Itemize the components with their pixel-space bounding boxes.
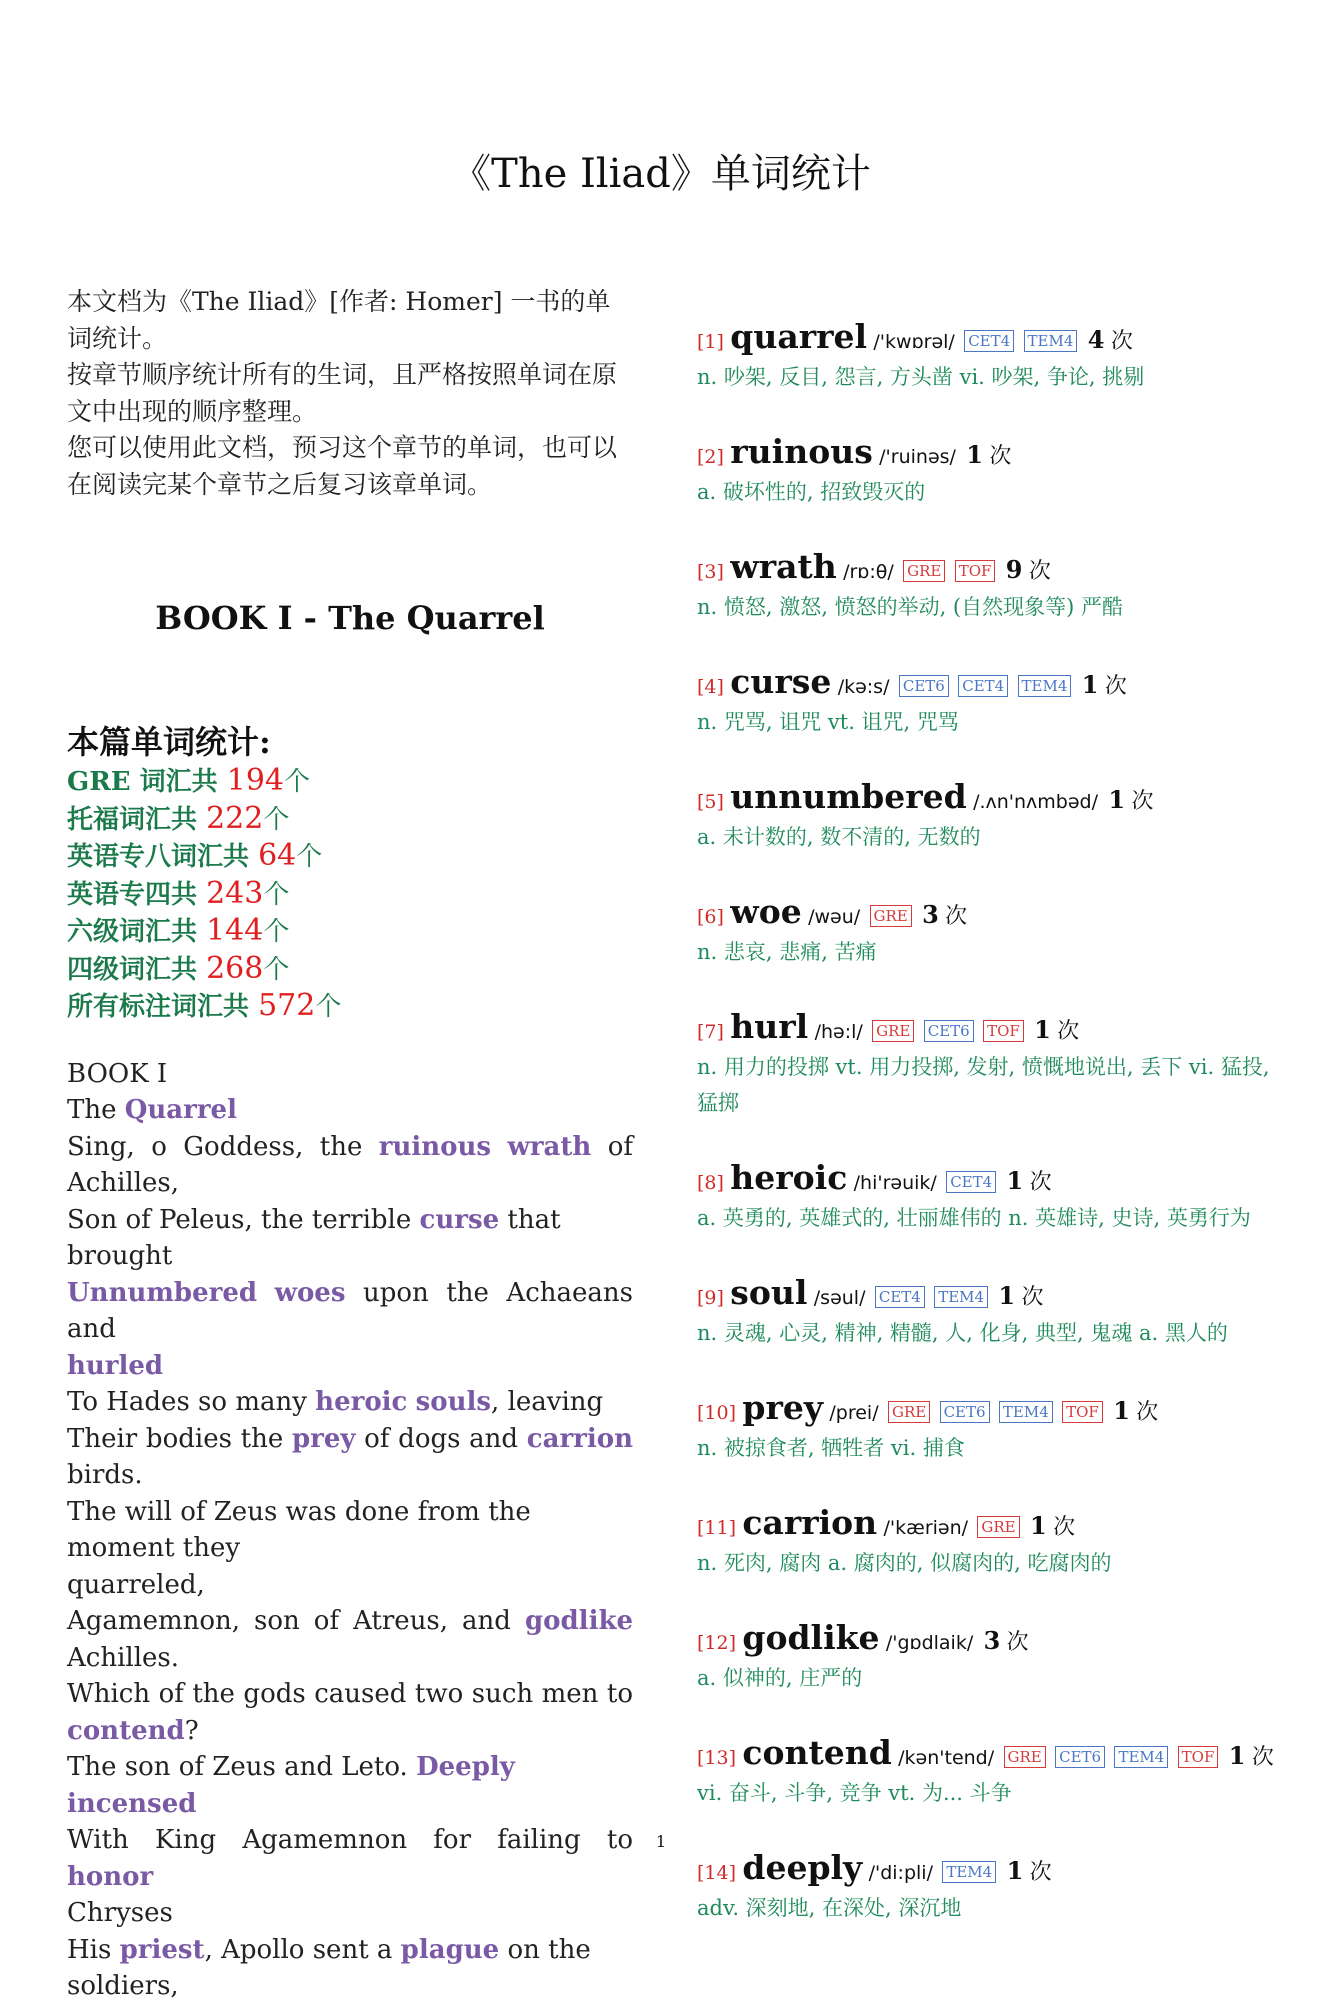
exam-tag: TEM4 (934, 1286, 988, 1308)
intro-paragraph: 本文档为《The Iliad》[作者: Homer] 一书的单词统计。 (67, 287, 611, 353)
text-segment: , Apollo sent a (204, 1934, 401, 1965)
text-line (67, 1567, 633, 1604)
text-line (67, 1494, 633, 1567)
text-segment: Chryses (67, 1898, 173, 1928)
exam-tag: CET4 (964, 330, 1014, 352)
vocab-entry (697, 1007, 1277, 1121)
text-segment: Achilles, (67, 1168, 180, 1198)
entry-count-unit: 次 (1110, 329, 1133, 354)
vocab-entry (697, 432, 1277, 510)
stat-count: 194 (226, 763, 284, 798)
stat-label: 四级词汇共 (67, 954, 207, 985)
exam-tag: CET4 (946, 1171, 996, 1193)
stat-count: 572 (258, 988, 316, 1023)
entry-definition: n. 用力的投掷 vt. 用力投掷, 发射, 愤慨地说出, 丢下 vi. 猛投, 猛掷 (697, 1055, 1270, 1115)
entry-count-unit: 次 (945, 904, 968, 929)
intro (67, 284, 633, 503)
text-segment: of dogs and (355, 1423, 527, 1454)
vocab-entry (697, 1158, 1277, 1236)
entry-phonetic: /'kwɒrəl/ (873, 331, 955, 353)
vocab-entry (697, 1273, 1277, 1351)
highlighted-word[interactable]: carrion (526, 1423, 633, 1454)
entry-word[interactable]: godlike (742, 1618, 880, 1657)
exam-tag: GRE (872, 1020, 914, 1042)
text-line (67, 1056, 633, 1093)
exam-tag: GRE (1004, 1746, 1046, 1768)
stat-count: 222 (206, 800, 264, 836)
entry-phonetic: /prei/ (829, 1402, 879, 1424)
vocab-entry (697, 547, 1277, 625)
stat-label: 所有标注词汇共 (67, 992, 259, 1022)
entry-definition: a. 破坏性的, 招致毁灭的 (697, 480, 926, 504)
entry-number: [13] (697, 1747, 737, 1769)
entry-count: 1 (1081, 670, 1099, 699)
entry-number: [3] (697, 561, 724, 583)
text-line (67, 1421, 633, 1458)
entry-count-unit: 次 (1028, 559, 1051, 584)
stat-row (67, 763, 633, 801)
stat-label: 六级词汇共 (67, 917, 207, 947)
text-segment: Son of Peleus, the terrible (67, 1204, 420, 1235)
entry-count-unit: 次 (1029, 1170, 1052, 1195)
entry-count-unit: 次 (1131, 789, 1154, 814)
highlighted-word[interactable]: plague (400, 1934, 500, 1965)
entry-head (697, 1388, 1277, 1430)
text-line (67, 1603, 633, 1640)
entry-count-unit: 次 (1053, 1515, 1076, 1540)
stat-row (67, 988, 633, 1026)
entry-phonetic: /wəu/ (808, 906, 861, 928)
text-line (67, 1676, 633, 1713)
entry-definition: n. 死肉, 腐肉 a. 腐肉的, 似腐肉的, 吃腐肉的 (697, 1551, 1112, 1575)
text-segment (257, 1278, 275, 1308)
entry-count: 4 (1087, 325, 1105, 354)
exam-tag: GRE (870, 905, 912, 927)
entry-head (697, 1273, 1277, 1315)
vocab-list (697, 317, 1277, 1966)
highlighted-word[interactable]: curse (419, 1204, 500, 1235)
highlighted-word[interactable]: godlike (524, 1606, 633, 1636)
stat-unit: 个 (296, 842, 323, 872)
highlighted-word[interactable]: woes (274, 1277, 346, 1308)
text-line (67, 1457, 633, 1494)
text-segment: The will of Zeus was done from the moment they (67, 1496, 531, 1563)
exam-tag: TEM4 (1114, 1746, 1168, 1768)
text-segment: The son of Zeus and Leto. (67, 1752, 417, 1782)
exam-tag: CET4 (958, 675, 1008, 697)
left-column (67, 284, 633, 2005)
entry-word[interactable]: soul (730, 1273, 808, 1312)
text-line (67, 1895, 633, 1932)
entry-definition: a. 似神的, 庄严的 (697, 1666, 863, 1690)
entry-head (697, 317, 1277, 359)
entry-number: [5] (697, 791, 724, 813)
entry-word[interactable]: unnumbered (730, 777, 967, 816)
text-line (67, 1348, 633, 1385)
entry-phonetic: /'kæriən/ (883, 1517, 969, 1539)
vocab-entry (697, 1503, 1277, 1581)
stat-row (67, 801, 633, 839)
exam-tag: TOF (1062, 1401, 1103, 1423)
entry-definition: n. 愤怒, 激怒, 愤怒的举动, (自然现象等) 严酷 (697, 595, 1123, 619)
stat-unit: 个 (263, 804, 290, 835)
text-line (67, 1202, 633, 1275)
text-segment: Their bodies the (67, 1423, 292, 1454)
exam-tag: GRE (903, 560, 945, 582)
entry-head (697, 547, 1277, 589)
entry-count-unit: 次 (1104, 674, 1127, 699)
page-title: 《The Iliad》单词统计 (451, 151, 871, 197)
entry-definition: n. 灵魂, 心灵, 精神, 精髓, 人, 化身, 典型, 鬼魂 a. 黑人的 (697, 1321, 1228, 1345)
entry-count: 3 (983, 1626, 1001, 1655)
exam-tag: CET6 (1055, 1746, 1105, 1768)
entry-word[interactable]: curse (730, 662, 832, 701)
text-segment: quarreled, (67, 1569, 205, 1600)
entry-definition: n. 被掠食者, 牺牲者 vi. 捕食 (697, 1436, 965, 1460)
vocab-entry (697, 317, 1277, 395)
text-segment: birds. (67, 1460, 143, 1490)
entry-phonetic: /kə:s/ (837, 676, 890, 698)
stat-unit: 个 (284, 767, 311, 797)
stats-list (67, 763, 633, 1026)
exam-tag: TEM4 (1018, 675, 1072, 697)
text-segment: upon the Achaeans and (67, 1277, 633, 1344)
entry-count-unit: 次 (1029, 1860, 1052, 1885)
entry-number: [9] (697, 1287, 724, 1309)
highlighted-word[interactable]: souls (415, 1387, 492, 1417)
stat-unit: 个 (263, 954, 290, 985)
entry-head (697, 777, 1277, 819)
stat-unit: 个 (263, 879, 290, 910)
text-segment: BOOK I (67, 1058, 168, 1089)
stat-count: 144 (206, 913, 264, 948)
exam-tag: TOF (1178, 1746, 1219, 1768)
text-segment: Which of the gods caused two such men to (67, 1679, 633, 1709)
entry-number: [6] (697, 906, 724, 928)
highlighted-word[interactable]: Quarrel (124, 1095, 237, 1125)
entry-number: [14] (697, 1862, 737, 1884)
entry-number: [11] (697, 1517, 737, 1539)
intro-paragraph: 您可以使用此文档，预习这个章节的单词，也可以在阅读完某个章节之后复习该章单词。 (67, 433, 618, 499)
exam-tag: TOF (955, 560, 996, 582)
entry-number: [1] (697, 331, 724, 353)
text-segment: His (67, 1934, 120, 1965)
entry-number: [2] (697, 446, 724, 468)
stat-count: 268 (206, 950, 264, 986)
text-segment: Sing, o Goddess, the (67, 1131, 379, 1162)
exam-tag: CET6 (924, 1020, 974, 1042)
text-segment (407, 1387, 415, 1417)
entry-count: 9 (1005, 555, 1023, 584)
entry-word[interactable]: quarrel (730, 317, 868, 356)
entry-count-unit: 次 (1136, 1400, 1159, 1425)
highlighted-word[interactable]: heroic (315, 1387, 408, 1417)
exam-tag: TEM4 (999, 1401, 1053, 1423)
entry-count-unit: 次 (989, 444, 1012, 469)
book-text (67, 1056, 633, 2005)
vocab-entry (697, 892, 1277, 970)
text-line (67, 1384, 633, 1421)
text-segment: To Hades so many (67, 1387, 316, 1417)
entry-count: 1 (1228, 1741, 1246, 1770)
entry-head (697, 1618, 1277, 1660)
entry-phonetic: /rɒ:θ/ (843, 561, 894, 583)
highlighted-word[interactable]: hurled (67, 1350, 164, 1381)
text-segment: Achilles. (67, 1642, 180, 1673)
text-line (67, 1275, 633, 1348)
entry-phonetic: /səul/ (813, 1287, 866, 1309)
highlighted-word[interactable]: wrath (507, 1131, 592, 1162)
entry-definition: vi. 奋斗, 斗争, 竞争 vt. 为... 斗争 (697, 1781, 1012, 1805)
entry-head (697, 1007, 1277, 1049)
stat-count: 64 (258, 838, 297, 873)
text-segment (491, 1132, 507, 1162)
entry-phonetic: /kən'tend/ (898, 1747, 995, 1769)
vocab-entry (697, 777, 1277, 855)
entry-head (697, 662, 1277, 704)
entry-number: [7] (697, 1021, 724, 1043)
book-heading: BOOK I - The Quarrel (155, 599, 545, 637)
text-segment: , leaving (491, 1387, 604, 1417)
text-line (67, 1713, 633, 1750)
exam-tag: TEM4 (1024, 330, 1078, 352)
vocab-entry (697, 662, 1277, 740)
entry-word[interactable]: heroic (730, 1158, 848, 1197)
exam-tag: CET6 (940, 1401, 990, 1423)
stat-label: 托福词汇共 (67, 804, 207, 835)
entry-definition: n. 悲哀, 悲痛, 苦痛 (697, 940, 877, 964)
entry-number: [4] (697, 676, 724, 698)
vocab-entry (697, 1848, 1277, 1926)
entry-number: [8] (697, 1172, 724, 1194)
entry-word[interactable]: prey (742, 1388, 824, 1427)
entry-count-unit: 次 (1251, 1745, 1274, 1770)
text-segment: that brought (67, 1204, 561, 1271)
entry-count: 1 (1113, 1396, 1130, 1425)
entry-definition: n. 吵架, 反目, 怨言, 方头凿 vi. 吵架, 争论, 挑剔 (697, 365, 1145, 389)
stat-row (67, 913, 633, 951)
page-number: 1 (655, 1832, 667, 1851)
entry-word[interactable]: wrath (730, 547, 837, 586)
stat-row (67, 876, 633, 914)
entry-head (697, 1848, 1277, 1890)
entry-word[interactable]: deeply (742, 1848, 863, 1887)
text-segment: Agamemnon, son of Atreus, and (67, 1606, 525, 1636)
entry-count: 1 (1108, 785, 1126, 814)
stat-row (67, 838, 633, 876)
exam-tag: CET6 (899, 675, 949, 697)
entry-word[interactable]: ruinous (730, 432, 873, 471)
highlighted-word[interactable]: priest (119, 1934, 205, 1965)
entry-count: 1 (1006, 1856, 1024, 1885)
stats-title: 本篇单词统计: (67, 723, 271, 761)
entry-head (697, 1733, 1277, 1775)
highlighted-word[interactable]: prey (291, 1423, 356, 1454)
text-line (67, 1932, 633, 2005)
entry-definition: n. 咒骂, 诅咒 vt. 诅咒, 咒骂 (697, 710, 959, 734)
entry-phonetic: /hi'rəuik/ (853, 1172, 937, 1194)
entry-count: 1 (1034, 1015, 1051, 1044)
entry-count: 1 (1006, 1166, 1024, 1195)
vocab-entry (697, 1388, 1277, 1466)
entry-word[interactable]: woe (730, 892, 802, 931)
entry-phonetic: /'gɒdlaik/ (885, 1632, 974, 1654)
entry-word[interactable]: carrion (742, 1503, 878, 1542)
stat-unit: 个 (263, 917, 290, 947)
text-line (67, 1640, 633, 1677)
entry-definition: adv. 深刻地, 在深处, 深沉地 (697, 1896, 962, 1920)
vocab-entry (697, 1733, 1277, 1811)
intro-paragraph: 按章节顺序统计所有的生词，且严格按照单词在原文中出现的顺序整理。 (67, 360, 618, 426)
text-segment: The (67, 1095, 125, 1125)
stat-unit: 个 (315, 992, 342, 1022)
entry-phonetic: /hə:l/ (814, 1021, 863, 1043)
entry-count-unit: 次 (1006, 1630, 1029, 1655)
highlighted-word[interactable]: Deeply (416, 1752, 515, 1782)
stat-label: GRE 词汇共 (67, 767, 227, 797)
entry-head (697, 432, 1277, 474)
text-segment: of (591, 1131, 634, 1162)
stat-label: 英语专八词汇共 (67, 842, 259, 872)
entry-count-unit: 次 (1021, 1285, 1044, 1310)
entry-head (697, 1158, 1277, 1200)
vocab-entry (697, 1618, 1277, 1696)
highlighted-word[interactable]: ruinous (378, 1131, 492, 1162)
exam-tag: GRE (888, 1401, 930, 1423)
text-line (67, 1129, 633, 1166)
entry-phonetic: /'di:pli/ (868, 1862, 933, 1884)
entry-count: 1 (998, 1281, 1016, 1310)
stat-count: 243 (206, 875, 264, 911)
stat-row (67, 951, 633, 989)
entry-definition: a. 英勇的, 英雄式的, 壮丽雄伟的 n. 英雄诗, 史诗, 英勇行为 (697, 1206, 1251, 1230)
text-line (67, 1165, 633, 1202)
exam-tag: TOF (983, 1020, 1024, 1042)
text-segment: With King Agamemnon for failing to (67, 1825, 633, 1855)
entry-phonetic: /'ruinəs/ (879, 446, 956, 468)
entry-number: [12] (697, 1632, 737, 1654)
exam-tag: CET4 (875, 1286, 925, 1308)
entry-count: 3 (922, 900, 939, 929)
text-line (67, 1749, 633, 1822)
text-segment: ? (184, 1715, 199, 1746)
entry-count: 1 (966, 440, 983, 469)
highlighted-word[interactable]: incensed (67, 1788, 197, 1819)
highlighted-word[interactable]: Unnumbered (67, 1277, 258, 1308)
entry-number: [10] (697, 1402, 737, 1424)
entry-count: 1 (1030, 1511, 1047, 1540)
exam-tag: TEM4 (942, 1861, 996, 1883)
entry-word[interactable]: contend (742, 1733, 892, 1772)
entry-head (697, 1503, 1277, 1545)
entry-definition: a. 未计数的, 数不清的, 无数的 (697, 825, 981, 849)
entry-phonetic: /.ʌn'nʌmbəd/ (973, 791, 1099, 813)
text-segment: on the soldiers, (67, 1934, 591, 2001)
entry-head (697, 892, 1277, 934)
text-line (67, 1092, 633, 1129)
entry-count-unit: 次 (1057, 1019, 1080, 1044)
stat-label: 英语专四共 (67, 879, 207, 910)
entry-word[interactable]: hurl (730, 1007, 809, 1046)
highlighted-word[interactable]: honor (67, 1861, 154, 1892)
highlighted-word[interactable]: contend (67, 1715, 185, 1746)
exam-tag: GRE (977, 1516, 1019, 1538)
